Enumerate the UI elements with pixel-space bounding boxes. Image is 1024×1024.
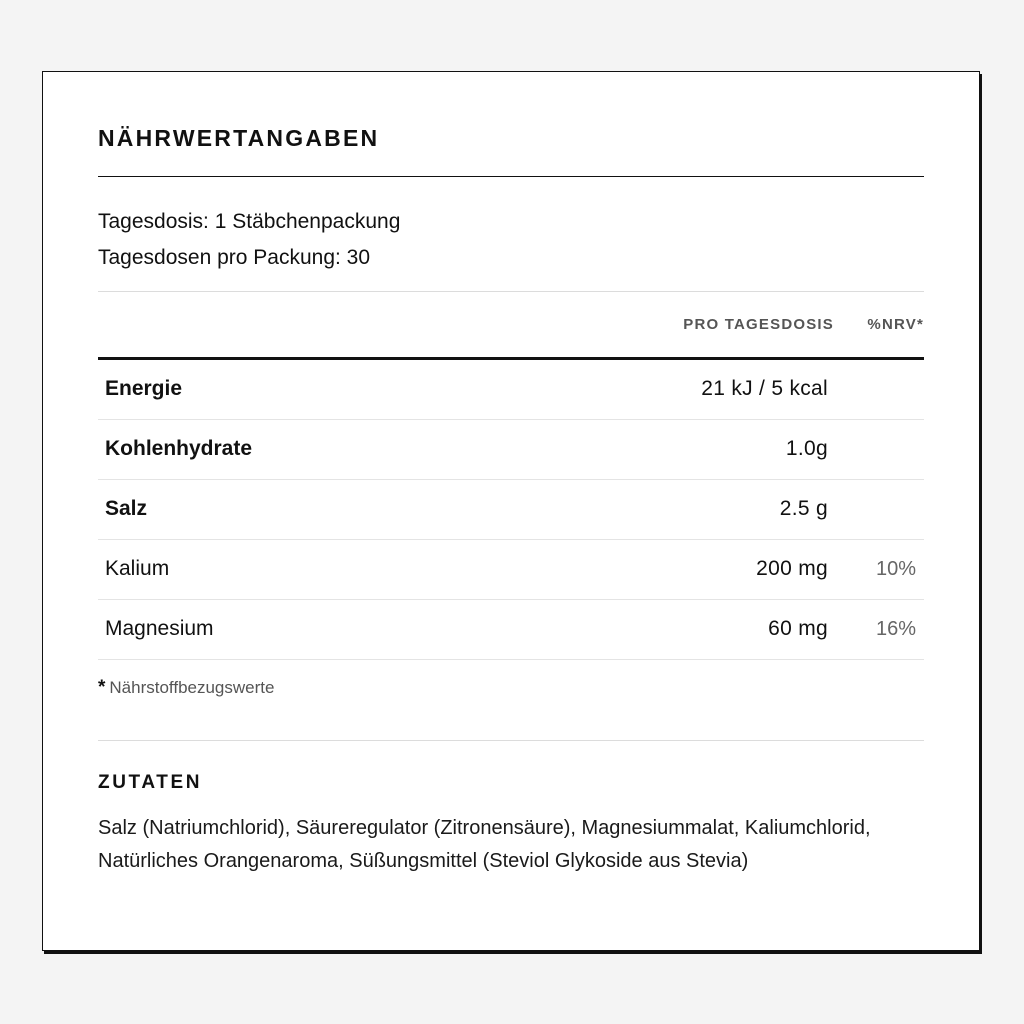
row-value: 21 kJ / 5 kcal xyxy=(701,377,828,400)
table-row-energie xyxy=(98,360,924,420)
table-header xyxy=(98,316,924,338)
row-nrv: 16% xyxy=(875,618,916,640)
footnote-marker: * xyxy=(98,677,106,698)
ingredients-text: Salz (Natriumchlorid), Säureregulator (Zitronensäure), Magnesiummalat, Kaliumchlorid, Natürliches Orangenaroma, Süßungsmittel (Steviol Glykoside aus Stevia) xyxy=(98,817,871,872)
serving-divider xyxy=(98,291,924,292)
row-value: 1.0g xyxy=(785,437,828,460)
servings-per-pack: Tagesdosen pro Packung: 30 xyxy=(98,246,371,269)
row-value: 60 mg xyxy=(768,617,828,640)
row-name: Kohlenhydrate xyxy=(105,437,253,460)
nutrition-table xyxy=(98,360,924,660)
row-name: Salz xyxy=(105,497,148,520)
serving-info xyxy=(98,204,400,276)
table-row-kohlenhydrate xyxy=(98,420,924,480)
serving-size: Tagesdosis: 1 Stäbchenpackung xyxy=(98,210,401,233)
row-value: 2.5 g xyxy=(779,497,828,520)
row-name: Magnesium xyxy=(105,617,214,640)
row-name: Kalium xyxy=(105,557,170,580)
ingredients-divider xyxy=(98,740,924,741)
footnote-text: Nährstoffbezugswerte xyxy=(109,678,275,697)
header-per-serving: PRO TAGESDOSIS xyxy=(683,316,834,333)
ingredients-title: ZUTATEN xyxy=(98,772,203,793)
row-value: 200 mg xyxy=(756,557,828,580)
header-nrv: %NRV* xyxy=(867,316,924,333)
nrv-footnote xyxy=(98,677,274,699)
table-row-kalium xyxy=(98,540,924,600)
table-row-magnesium xyxy=(98,600,924,660)
row-name: Energie xyxy=(105,377,183,400)
nutrition-title: NÄHRWERTANGABEN xyxy=(98,125,380,151)
title-divider xyxy=(98,176,924,177)
table-row-salz xyxy=(98,480,924,540)
nutrition-card xyxy=(42,71,980,951)
row-nrv: 10% xyxy=(875,558,916,580)
